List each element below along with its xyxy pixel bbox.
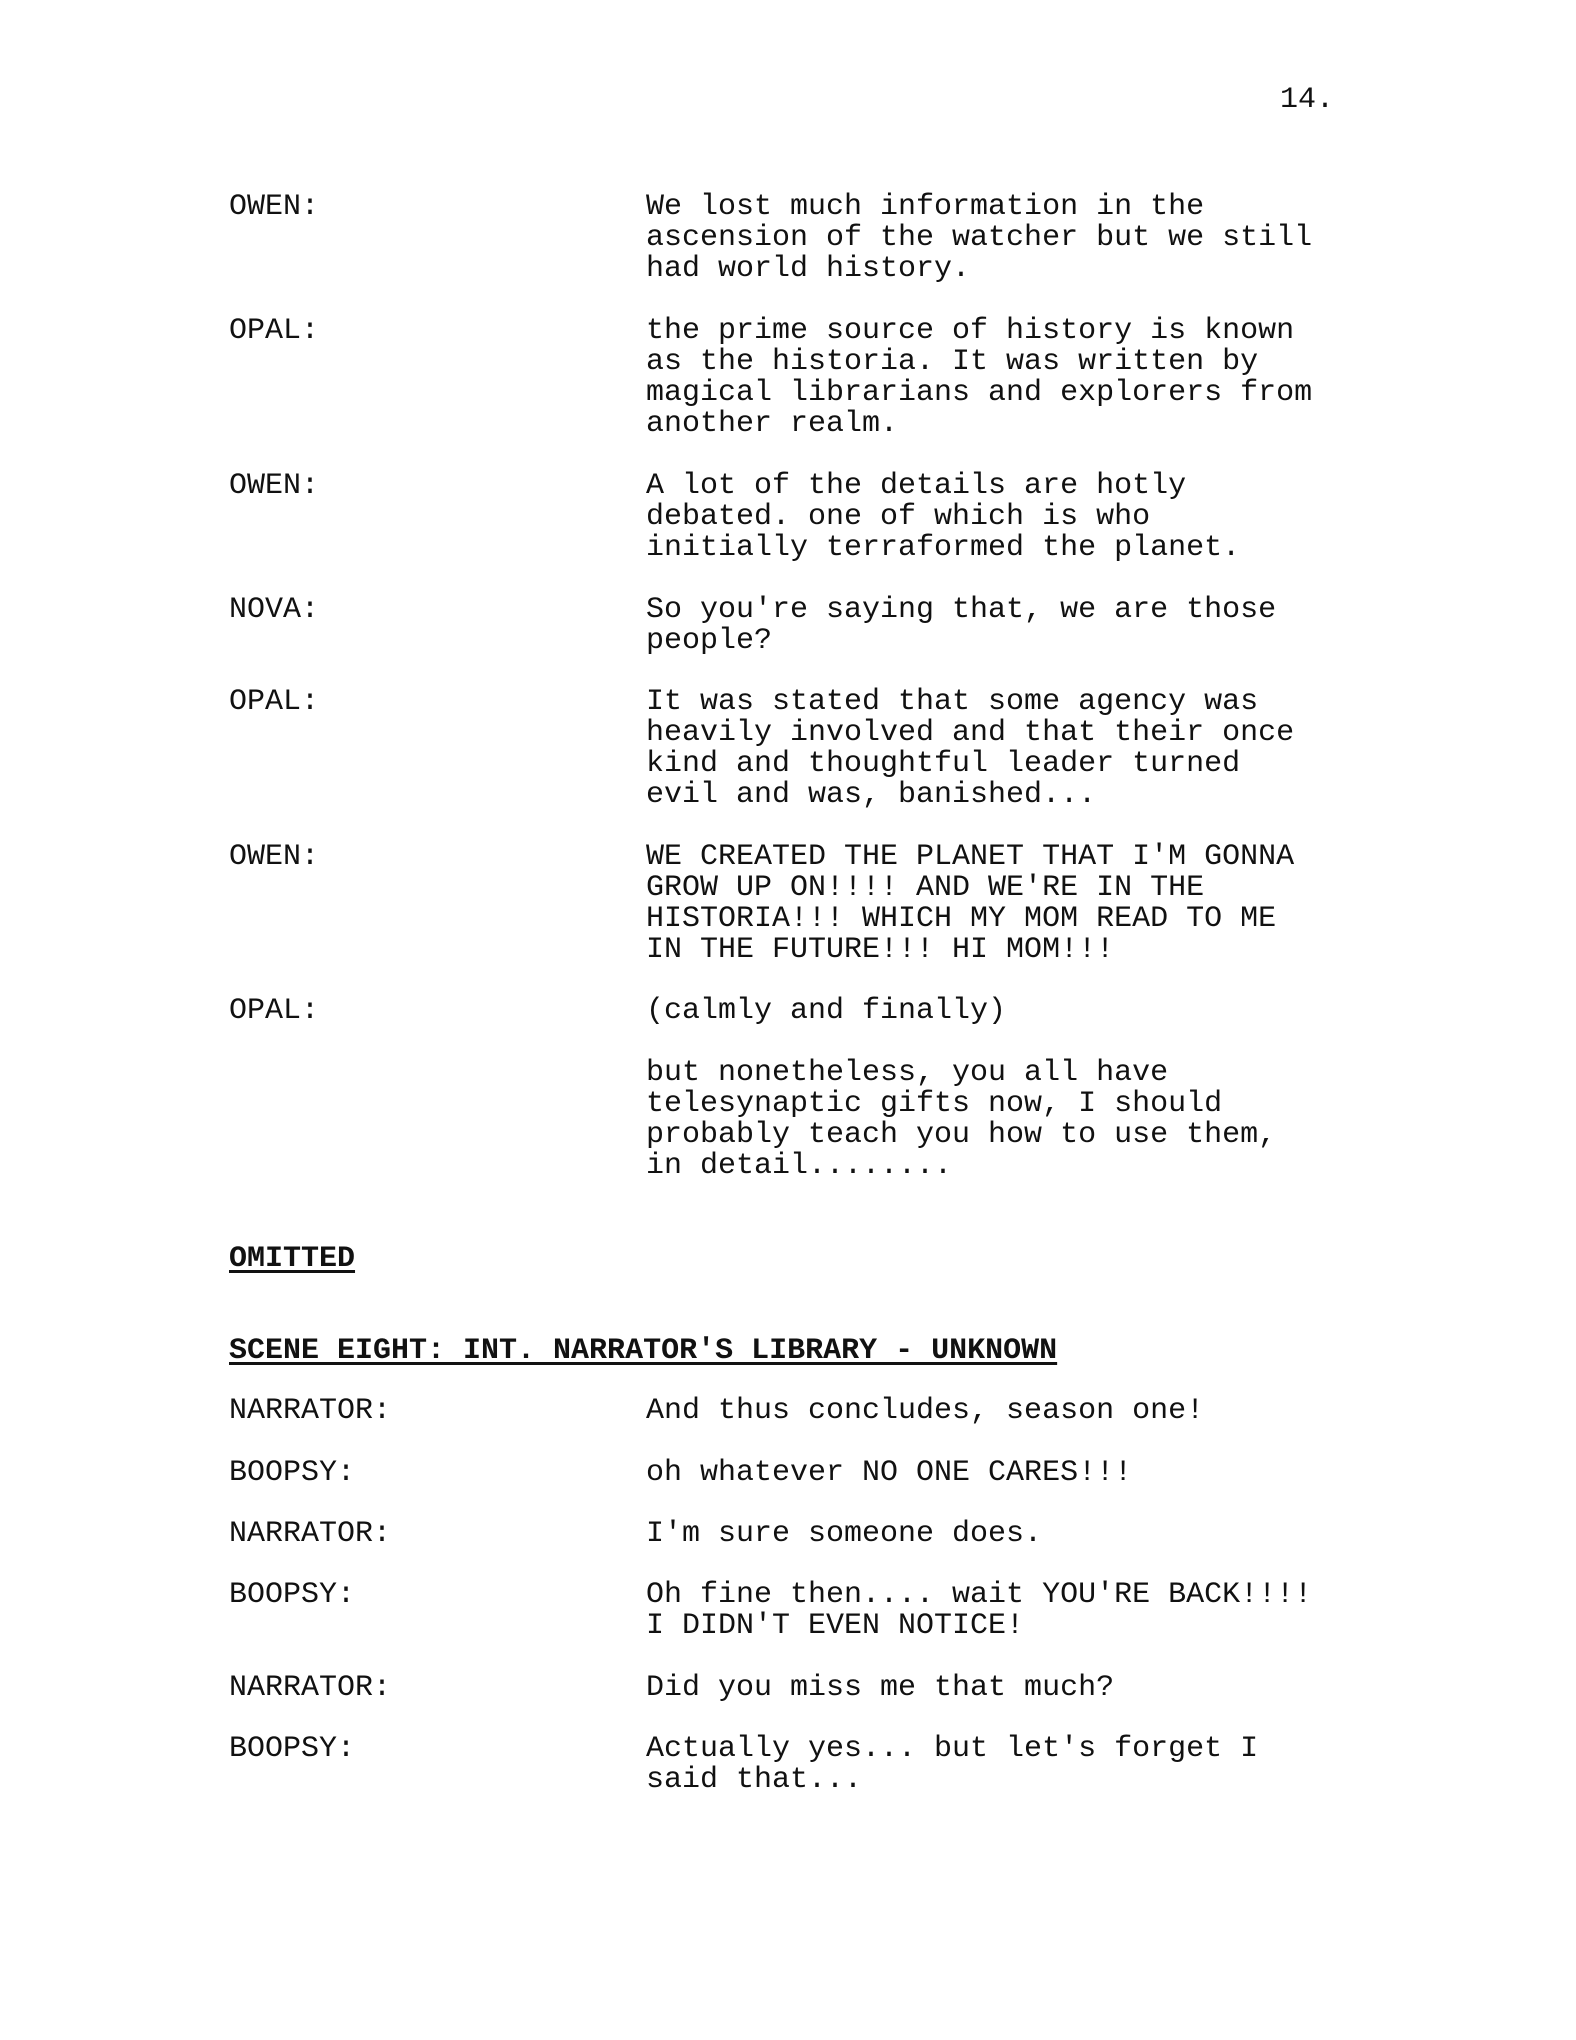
dialogue-line: I DIDN'T EVEN NOTICE!	[646, 1609, 1025, 1643]
dialogue-line: We lost much information in the	[646, 190, 1205, 224]
speaker-name: NARRATOR:	[229, 1671, 392, 1705]
speaker-name: OPAL:	[229, 994, 320, 1028]
dialogue-line: GROW UP ON!!!! AND WE'RE IN THE	[646, 871, 1205, 905]
dialogue-line: I'm sure someone does.	[646, 1517, 1043, 1551]
dialogue-line: had world history.	[646, 252, 971, 286]
dialogue-line: probably teach you how to use them,	[646, 1118, 1277, 1152]
dialogue-line: oh whatever NO ONE CARES!!!	[646, 1456, 1133, 1490]
speaker-name: NARRATOR:	[229, 1394, 392, 1428]
dialogue-text	[646, 687, 1366, 811]
dialogue-line: And thus concludes, season one!	[646, 1394, 1205, 1428]
speaker-name: BOOPSY:	[229, 1456, 356, 1490]
speaker-name: NARRATOR:	[229, 1517, 392, 1551]
page-number: 14.	[1280, 83, 1335, 117]
dialogue-line: initially terraformed the planet.	[646, 531, 1241, 565]
speaker-name: OWEN:	[229, 469, 320, 503]
dialogue-text	[646, 1058, 1366, 1182]
dialogue-text	[646, 1580, 1366, 1642]
dialogue-text	[646, 1396, 1366, 1427]
dialogue-line: (calmly and finally)	[646, 994, 1007, 1028]
dialogue-line: Did you miss me that much?	[646, 1671, 1115, 1705]
dialogue-line: heavily involved and that their once	[646, 716, 1295, 750]
scene-heading: SCENE EIGHT: INT. NARRATOR'S LIBRARY - UNKNOWN	[229, 1334, 1058, 1368]
dialogue-text	[646, 316, 1366, 440]
dialogue-line: kind and thoughtful leader turned	[646, 747, 1241, 781]
dialogue-line: evil and was, banished...	[646, 778, 1097, 812]
dialogue-line: the prime source of history is known	[646, 314, 1295, 348]
speaker-name: NOVA:	[229, 593, 320, 627]
dialogue-line: A lot of the details are hotly	[646, 469, 1187, 503]
dialogue-line: ascension of the watcher but we still	[646, 221, 1313, 255]
dialogue-line: It was stated that some agency was	[646, 685, 1259, 719]
dialogue-line: another realm.	[646, 407, 899, 441]
dialogue-line: said that...	[646, 1763, 863, 1797]
dialogue-line: IN THE FUTURE!!! HI MOM!!!	[646, 933, 1115, 967]
omitted-heading: OMITTED	[229, 1242, 356, 1276]
dialogue-line: debated. one of which is who	[646, 500, 1151, 534]
speaker-name: BOOPSY:	[229, 1732, 356, 1766]
dialogue-text	[646, 1734, 1366, 1796]
dialogue-line: HISTORIA!!! WHICH MY MOM READ TO ME	[646, 902, 1277, 936]
dialogue-text	[646, 842, 1366, 966]
speaker-name: OWEN:	[229, 840, 320, 874]
dialogue-text	[646, 595, 1366, 657]
dialogue-line: people?	[646, 624, 773, 658]
dialogue-line: but nonetheless, you all have	[646, 1056, 1169, 1090]
parenthetical	[646, 996, 1366, 1027]
dialogue-text	[646, 192, 1366, 285]
dialogue-line: Oh fine then.... wait YOU'RE BACK!!!!	[646, 1578, 1313, 1612]
dialogue-line: Actually yes... but let's forget I	[646, 1732, 1259, 1766]
dialogue-line: as the historia. It was written by	[646, 345, 1259, 379]
dialogue-text	[646, 1458, 1366, 1489]
speaker-name: BOOPSY:	[229, 1578, 356, 1612]
dialogue-line: magical librarians and explorers from	[646, 376, 1313, 410]
dialogue-line: in detail........	[646, 1149, 953, 1183]
dialogue-text	[646, 1673, 1366, 1704]
speaker-name: OPAL:	[229, 314, 320, 348]
speaker-name: OPAL:	[229, 685, 320, 719]
dialogue-text	[646, 1519, 1366, 1550]
dialogue-line: WE CREATED THE PLANET THAT I'M GONNA	[646, 840, 1295, 874]
dialogue-line: telesynaptic gifts now, I should	[646, 1087, 1223, 1121]
speaker-name: OWEN:	[229, 190, 320, 224]
dialogue-line: So you're saying that, we are those	[646, 593, 1277, 627]
dialogue-text	[646, 471, 1366, 564]
